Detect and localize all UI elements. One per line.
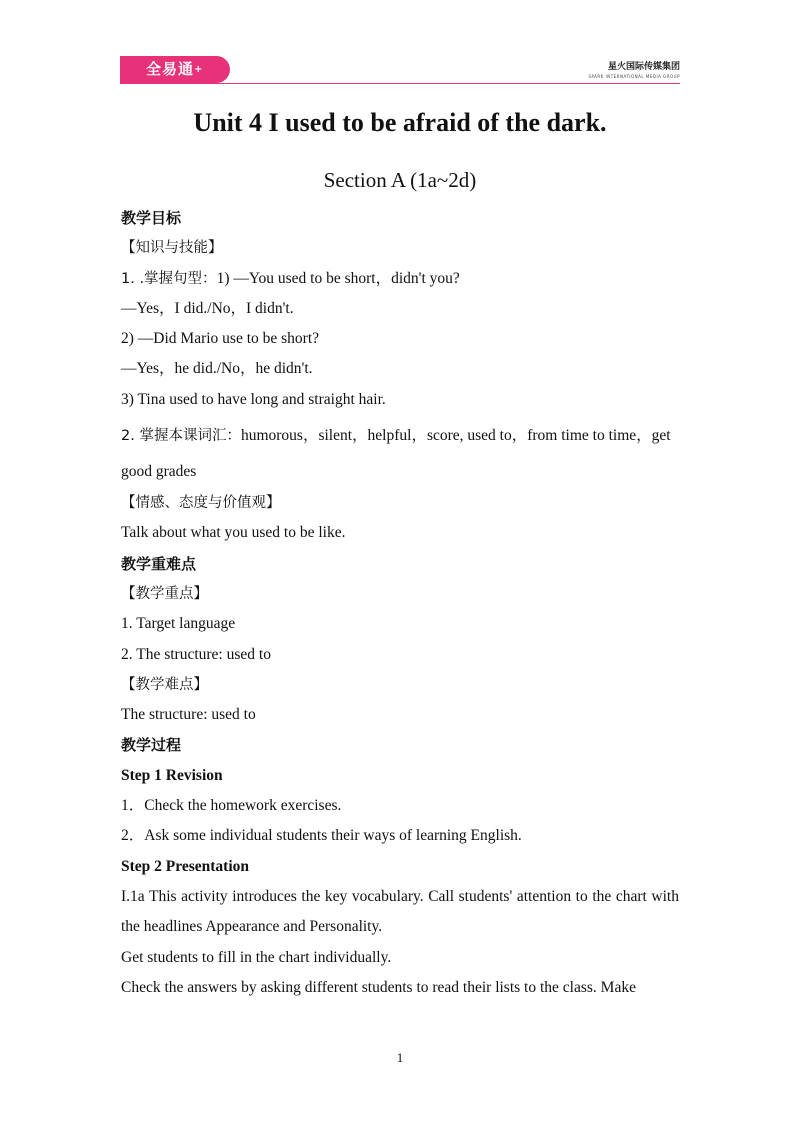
item-2: [121, 415, 679, 456]
item-2-prefix: 2. 掌握本课词汇：: [121, 428, 241, 445]
focus-item-1: 1. Target language: [121, 615, 236, 633]
header-divider: [120, 83, 680, 84]
process-heading: 教学过程: [121, 736, 182, 755]
item-1: [121, 264, 679, 294]
keypoints-heading: 教学重难点: [121, 554, 197, 573]
logo-star: +: [194, 64, 204, 75]
goals-heading: 教学目标: [121, 209, 182, 227]
document-title: Unit 4 I used to be afraid of the dark.: [193, 108, 607, 137]
knowledge-heading: 【知识与技能】: [121, 240, 223, 257]
emotion-text: Talk about what you used to be like.: [121, 524, 346, 542]
step-1-heading: Step 1 Revision: [121, 766, 223, 784]
step-2-paragraph-1: I.1a This activity introduces the key vocabulary. Call students' attention to the chart with the headlines Appearance and Personality.: [121, 887, 679, 936]
difficult-text: The structure: used to: [121, 706, 256, 724]
item-2-continued: good grades: [121, 463, 197, 481]
item-1-question-3: 3) Tina used to have long and straight hair.: [121, 390, 386, 408]
difficult-heading: 【教学难点】: [121, 676, 208, 693]
page-header: [120, 56, 680, 86]
item-1-question-2: 2) —Did Mario use to be short?: [121, 330, 320, 348]
document-body: [121, 95, 679, 1003]
step-2-heading: Step 2 Presentation: [121, 857, 250, 875]
item-1-text: 1) —You used to be short，didn't you?: [216, 269, 460, 287]
publisher-brand: [588, 62, 680, 82]
item-1-answer: —Yes，I did./No，I didn't.: [121, 299, 294, 317]
emotion-heading: 【情感、态度与价值观】: [121, 495, 281, 512]
section-subtitle: Section A (1a~2d): [323, 168, 477, 192]
item-2-text: humorous，silent，helpful，score, used to，from time to time，get: [240, 427, 671, 445]
focus-heading: 【教学重点】: [121, 585, 208, 602]
item-1-answer-2: —Yes，he did./No，he didn't.: [121, 360, 313, 378]
step-2-paragraph-2: Get students to fill in the chart individually.: [121, 948, 392, 966]
step-1-item-2: 2．Ask some individual students their ways of learning English.: [121, 827, 522, 845]
logo-text: 全易通: [146, 60, 195, 78]
publisher-name: 星火国际传媒集团: [607, 62, 680, 72]
publisher-name-en: SPARK INTERNATIONAL MEDIA GROUP: [588, 74, 680, 79]
item-1-prefix: 1. .掌握句型：: [121, 270, 217, 287]
step-1-item-1: 1．Check the homework exercises.: [121, 797, 342, 815]
focus-item-2: 2. The structure: used to: [121, 645, 271, 663]
step-2-paragraph-3: Check the answers by asking different students to read their lists to the class. Make: [121, 978, 636, 996]
page-number: 1: [396, 1050, 404, 1065]
brand-logo: [120, 56, 230, 83]
